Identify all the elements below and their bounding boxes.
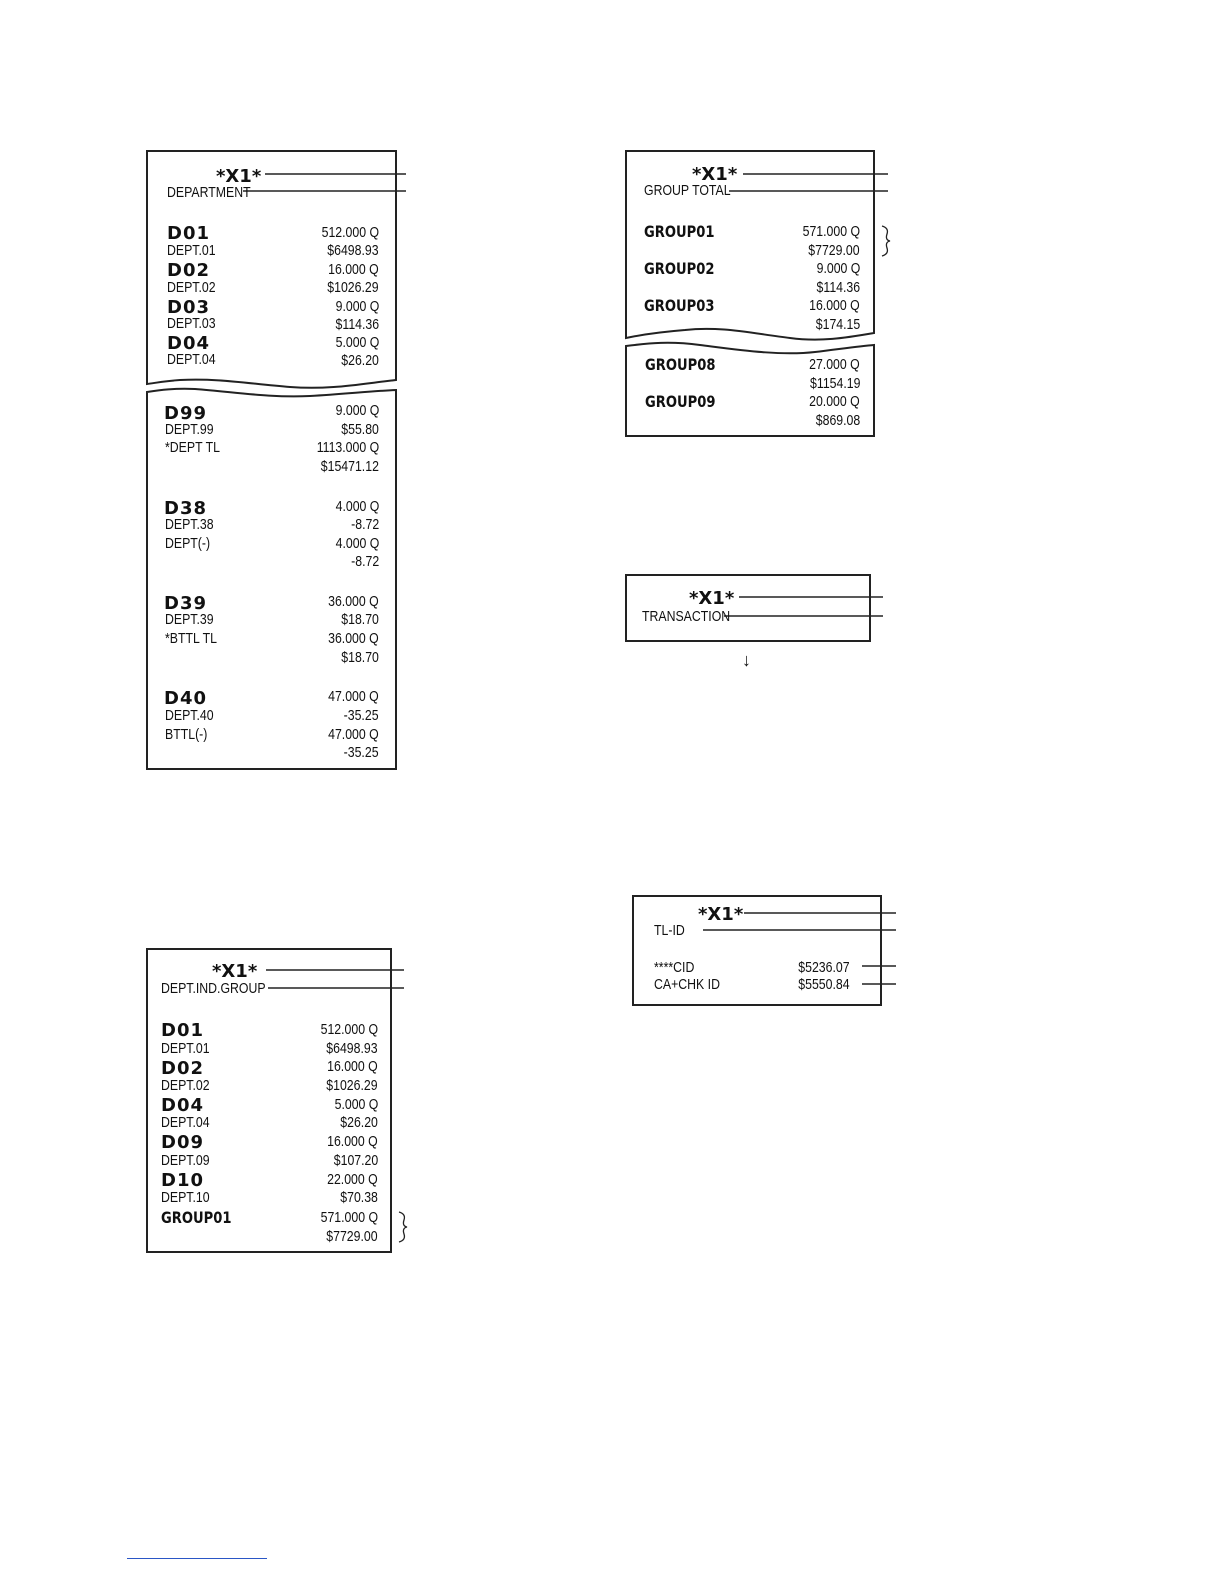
tl-id-heading: TL-ID — [654, 922, 685, 939]
dept-code: D01 — [161, 1020, 204, 1041]
bttl-minus-label: BTTL(-) — [165, 726, 208, 743]
dept-amount: $114.36 — [335, 316, 379, 333]
dept-ind-group-heading: DEPT.IND.GROUP — [161, 980, 266, 997]
dept-code: D03 — [167, 297, 210, 318]
group-amount: $7729.00 — [808, 242, 860, 259]
dept-amount: -35.25 — [344, 707, 379, 724]
dept-qty: 9.000 Q — [335, 298, 379, 315]
group-name: GROUP01 — [644, 222, 715, 241]
dept-qty: 9.000 Q — [335, 402, 379, 419]
group-amount: $7729.00 — [326, 1228, 378, 1245]
dept-amount: $18.70 — [341, 611, 379, 628]
group-total-title: *X1* — [692, 164, 738, 185]
dept-code: D04 — [167, 333, 210, 354]
dept-code: D02 — [161, 1058, 204, 1079]
dept-qty: 16.000 Q — [327, 1133, 378, 1150]
bttl-total-qty: 36.000 Q — [328, 630, 379, 647]
group-qty: 27.000 Q — [809, 356, 860, 373]
bttl-minus-amount: -35.25 — [344, 744, 379, 761]
group-qty: 20.000 Q — [809, 393, 860, 410]
dept-qty: 36.000 Q — [328, 593, 379, 610]
dept-amount: $6498.93 — [326, 1040, 378, 1057]
dept-name: DEPT.38 — [165, 516, 214, 533]
group-amount: $869.08 — [815, 412, 860, 429]
dept-amount: $26.20 — [340, 1114, 378, 1131]
bttl-minus-qty: 47.000 Q — [328, 726, 379, 743]
dept-name: DEPT.04 — [161, 1114, 210, 1131]
dept-code: D09 — [161, 1132, 204, 1153]
dept-qty: 512.000 Q — [320, 1021, 378, 1038]
dept-amount: $55.80 — [341, 421, 379, 438]
department-title: *X1* — [216, 166, 262, 187]
group-name: GROUP03 — [644, 296, 715, 315]
dept-code: D99 — [164, 403, 207, 424]
dept-minus-label: DEPT(-) — [165, 535, 211, 552]
transaction-heading: TRANSACTION — [642, 608, 731, 625]
group-name: GROUP01 — [161, 1208, 232, 1227]
dept-qty: 4.000 Q — [335, 498, 379, 515]
group-name: GROUP09 — [645, 392, 716, 411]
dept-name: DEPT.01 — [161, 1040, 210, 1057]
dept-name: DEPT.02 — [161, 1077, 210, 1094]
dept-name: DEPT.04 — [167, 351, 216, 368]
dept-qty: 16.000 Q — [328, 261, 379, 278]
dept-code: D01 — [167, 223, 210, 244]
dept-qty: 22.000 Q — [327, 1171, 378, 1188]
dept-name: DEPT.10 — [161, 1189, 210, 1206]
dept-code: D39 — [164, 593, 207, 614]
dept-name: DEPT.03 — [167, 315, 216, 332]
dept-code: D02 — [167, 260, 210, 281]
tl-id-row-label: ****CID — [654, 959, 695, 976]
dept-amount: $1026.29 — [327, 279, 379, 296]
dept-name: DEPT.39 — [165, 611, 214, 628]
bttl-total-label: *BTTL TL — [165, 630, 217, 647]
group-amount: $1154.19 — [809, 375, 860, 392]
group-qty: 571.000 Q — [802, 223, 860, 240]
dept-code: D04 — [161, 1095, 204, 1116]
group-name: GROUP08 — [645, 355, 716, 374]
department-heading: DEPARTMENT — [167, 184, 251, 201]
dept-name: DEPT.09 — [161, 1152, 210, 1169]
dept-name: DEPT.02 — [167, 279, 216, 296]
dept-name: DEPT.40 — [165, 707, 214, 724]
dept-qty: 5.000 Q — [335, 334, 379, 351]
dept-total-amount: $15471.12 — [320, 458, 379, 475]
dept-qty: 5.000 Q — [334, 1096, 378, 1113]
group-amount: $114.36 — [816, 279, 860, 296]
bttl-total-amount: $18.70 — [341, 649, 379, 666]
dept-qty: 47.000 Q — [328, 688, 379, 705]
tl-id-row-label: CA+CHK ID — [654, 976, 720, 993]
group-qty: 9.000 Q — [816, 260, 860, 277]
dept-name: DEPT.99 — [165, 421, 214, 438]
tl-id-row-amount: $5236.07 — [798, 959, 850, 976]
group-total-heading: GROUP TOTAL — [644, 182, 731, 199]
dept-amount: $107.20 — [333, 1152, 378, 1169]
tl-id-title: *X1* — [698, 904, 744, 925]
dept-amount: $6498.93 — [327, 242, 379, 259]
dept-minus-qty: 4.000 Q — [335, 535, 379, 552]
group-name: GROUP02 — [644, 259, 715, 278]
down-arrow-icon: ↓ — [742, 650, 751, 670]
group-qty: 16.000 Q — [809, 297, 860, 314]
dept-amount: $70.38 — [340, 1189, 378, 1206]
dept-code: D10 — [161, 1170, 204, 1191]
dept-code: D38 — [164, 498, 207, 519]
dept-ind-group-title: *X1* — [212, 961, 258, 982]
dept-name: DEPT.01 — [167, 242, 216, 259]
dept-total-label: *DEPT TL — [165, 439, 220, 456]
tl-id-row-amount: $5550.84 — [798, 976, 850, 993]
dept-code: D40 — [164, 688, 207, 709]
dept-amount: -8.72 — [350, 516, 379, 533]
dept-qty: 16.000 Q — [327, 1058, 378, 1075]
dept-total-qty: 1113.000 Q — [316, 439, 379, 456]
footer-rule — [127, 1558, 267, 1559]
dept-minus-amount: -8.72 — [350, 553, 379, 570]
group-amount: $174.15 — [815, 316, 860, 333]
group-qty: 571.000 Q — [320, 1209, 378, 1226]
dept-qty: 512.000 Q — [321, 224, 379, 241]
transaction-title: *X1* — [689, 588, 735, 609]
dept-amount: $26.20 — [341, 352, 379, 369]
dept-amount: $1026.29 — [326, 1077, 378, 1094]
